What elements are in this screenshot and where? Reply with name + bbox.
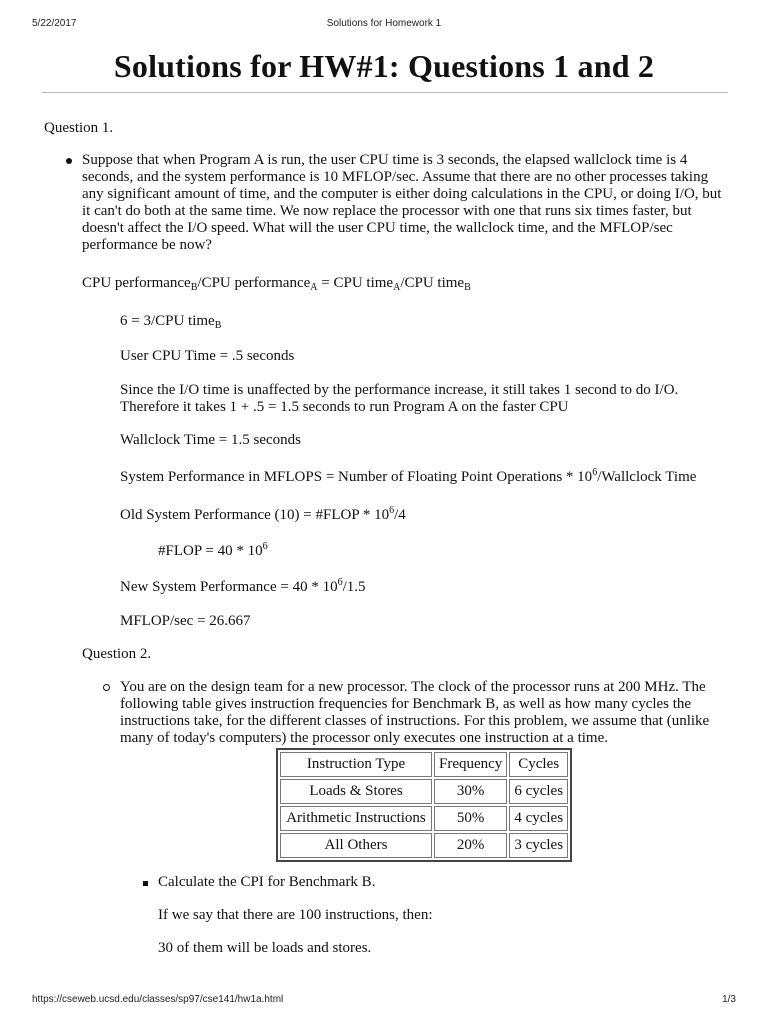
- bullet-square: [143, 881, 148, 886]
- mflop-result: MFLOP/sec = 26.667: [120, 613, 251, 629]
- system-performance-formula: System Performance in MFLOPS = Number of Floating Point Operations * $10^6$/Wallclock Time: [120, 467, 697, 485]
- table-row: [280, 806, 568, 831]
- table-header-cell: Cycles: [509, 752, 568, 777]
- cpi-assumption: If we say that there are 100 instructions, then:: [158, 907, 433, 923]
- print-date: 5/22/2017: [32, 18, 77, 29]
- equation-cpu-time: 6 = 3/CPU time$_B$: [120, 313, 222, 331]
- table-cell: Arithmetic Instructions: [280, 806, 432, 831]
- user-cpu-time: User CPU Time = .5 seconds: [120, 348, 295, 364]
- table-cell: 6 cycles: [509, 779, 568, 804]
- cpi-task: Calculate the CPI for Benchmark B.: [158, 874, 376, 890]
- question-1-text: Suppose that when Program A is run, the user CPU time is 3 seconds, the elapsed wallclock time is 4 seconds, and the system performance is 10 MFLOP/sec. Assume that there are no other processes taking any significant amount of time, and the computer is either doing calculations in the CPU, or doing I/O, but it can't do both at the same time. We now replace the processor with one that runs six times faster, but doesn't affect the I/O speed. What will the user CPU time, the wallclock time, and the MFLOP/sec performance be now?: [82, 152, 722, 253]
- question-2-text: You are on the design team for a new processor. The clock of the processor runs at 200 MHz. The following table gives instruction frequencies for Benchmark B, as well as how many cycles the instructions take, for the different classes of instructions. For this problem, we assume that (unlike many of today's computers) the processor only executes one instruction at a time.: [120, 679, 710, 746]
- table-cell: 4 cycles: [509, 806, 568, 831]
- table-row: [280, 779, 568, 804]
- print-page-number: 1/3: [722, 994, 736, 1005]
- table-header-row: [280, 752, 568, 777]
- old-system-performance: Old System Performance (10) = #FLOP * $10^6/4$: [120, 505, 406, 523]
- table-cell: 30%: [434, 779, 507, 804]
- wallclock-time: Wallclock Time = 1.5 seconds: [120, 432, 301, 448]
- document-title: Solutions for HW#1: Questions 1 and 2: [113, 48, 655, 84]
- table-cell: All Others: [280, 833, 432, 858]
- cpi-loads-stores: 30 of them will be loads and stores.: [158, 940, 372, 956]
- question-2-heading: Question 2.: [82, 646, 152, 662]
- equation-cpu-performance: CPU performance$_B$/CPU performance$_A$ = CPU time$_A$/CPU time$_B$: [82, 275, 471, 293]
- table-header-cell: Frequency: [434, 752, 507, 777]
- table-header-cell: Instruction Type: [280, 752, 432, 777]
- table-row: [280, 833, 568, 858]
- table-cell: 20%: [434, 833, 507, 858]
- question-1-heading: Question 1.: [44, 120, 114, 136]
- instruction-frequency-table: [276, 748, 572, 862]
- flop-count: #FLOP = $40 * 10^6$: [158, 541, 268, 559]
- print-url: https://cseweb.ucsd.edu/classes/sp97/cse141/hw1a.html: [32, 994, 284, 1005]
- print-page-title: Solutions for Homework 1: [326, 18, 442, 29]
- table-cell: Loads & Stores: [280, 779, 432, 804]
- bullet-disc: [66, 158, 72, 164]
- bullet-circle: [103, 684, 110, 691]
- io-explanation: Since the I/O time is unaffected by the performance increase, it still takes 1 second to do I/O. Therefore it takes 1 + .5 = 1.5 seconds to run Program A on the faster CPU: [120, 382, 679, 415]
- table-cell: 50%: [434, 806, 507, 831]
- table-cell: 3 cycles: [509, 833, 568, 858]
- title-divider: [42, 92, 728, 93]
- new-system-performance: New System Performance = $40 * 10^6/1.5$: [120, 577, 366, 595]
